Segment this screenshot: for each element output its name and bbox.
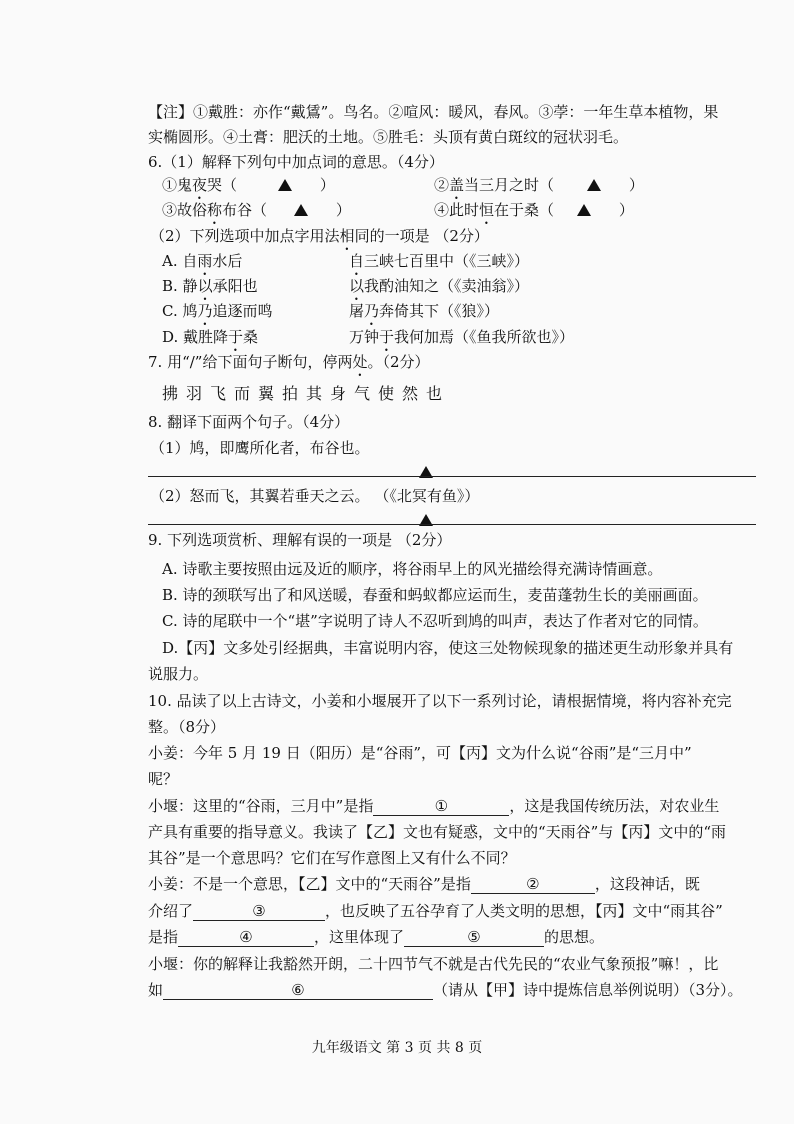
note-line-2: 实椭圆形。④土膏：肥沃的土地。⑤胜毛：头顶有黄白斑纹的冠状羽毛。 xyxy=(148,128,629,146)
answer-line-1[interactable] xyxy=(148,476,756,477)
q10-line-4: 产具有重要的指导意义。我读了【乙】文也有疑惑，文中的“天雨谷”与【丙】文中的“雨 xyxy=(148,823,727,841)
q9-title: 9. 下列选项赏析、理解有误的一项是 （2分） xyxy=(148,531,452,549)
q6-item-3: ③故俗称布谷（ ） xyxy=(162,201,351,219)
page-footer: 九年级语文 第 3 页 共 8 页 xyxy=(311,1040,483,1056)
q6-title: 6.（1）解释下列句中加点词的意思。（4分） xyxy=(148,153,444,171)
blank-6[interactable]: ⑥ xyxy=(163,981,433,1000)
q10-line-2: 呢？ xyxy=(148,770,179,788)
q6-item-1: ①鬼夜哭（ ） xyxy=(162,176,335,194)
q9-option-c: C. 诗的尾联中一个“堪”字说明了诗人不忍听到鸠的叫声，表达了作者对它的同情。 xyxy=(162,612,708,630)
q6-item-4: ④此时恒在于桑（ ） xyxy=(434,201,634,219)
q10-line-6: 小姜：不是一个意思，【乙】文中的“天雨谷”是指 ② ，这段神话，既 xyxy=(148,875,700,893)
q7-sentence: 拂羽飞而翼拍其身气使然也 xyxy=(162,384,451,403)
q10-line-8: 是指 ④ ，这里体现了 ⑤ 的思想。 xyxy=(148,928,605,946)
q10-line-7: 介绍了 ③ ，也反映了五谷孕育了人类文明的思想，【丙】文中“雨其谷” xyxy=(148,902,723,920)
q6-option-c-right: 屠乃奔倚其下（《狼》） xyxy=(349,302,500,320)
q10-line-9: 小堰：你的解释让我豁然开朗，二十四节气不就是古代先民的“农业气象预报”嘛！，比 xyxy=(148,955,719,973)
q6-option-a-left: A. 自雨水后 xyxy=(162,252,243,270)
blank-2[interactable]: ② xyxy=(471,875,595,894)
q8-sentence-2: （2）怒而飞，其翼若垂天之云。 （《北冥有鱼》） xyxy=(150,487,480,505)
q10-line-3: 小堰：这里的“谷雨，三月中”是指 ① ，这是我国传统历法，对农业生 xyxy=(148,797,720,815)
q6-part2-title: （2）下列选项中加点字用法相同的一项是 （2分） xyxy=(150,227,489,245)
note-line-1: 【注】①戴胜：亦作“戴鵀”。鸟名。②喧风：暖风，春风。③荸：一年生草本植物，果 xyxy=(148,103,719,121)
blank-3[interactable]: ③ xyxy=(193,902,325,921)
q9-option-d-line1: D.【丙】文多处引经据典，丰富说明内容，使这三处物候现象的描述更生动形象并具有 xyxy=(162,639,734,657)
answer-line-2[interactable] xyxy=(148,524,756,525)
q10-line-1: 小姜：今年 5 月 19 日（阳历）是“谷雨”，可【丙】文为什么说“谷雨”是“三月中” xyxy=(148,744,692,762)
answer-triangle-icon xyxy=(577,204,591,216)
blank-5[interactable]: ⑤ xyxy=(404,928,544,947)
q10-line-10: 如 ⑥ （请从【甲】诗中提炼信息举例说明）（3分）。 xyxy=(148,981,743,999)
q6-option-a-right: 自三峡七百里中（《三峡》） xyxy=(349,252,530,270)
q6-option-b-right: 以我酌油知之（《卖油翁》） xyxy=(349,277,530,295)
answer-triangle-icon xyxy=(294,204,308,216)
q10-line-5: 其谷”是一个意思吗？它们在写作意图上又有什么不同？ xyxy=(148,849,516,867)
blank-4[interactable]: ④ xyxy=(178,928,314,947)
q6-item-2: ②盖当三月之时（ ） xyxy=(434,176,644,194)
blank-1[interactable]: ① xyxy=(373,797,509,816)
answer-triangle-icon xyxy=(419,509,433,531)
q6-option-d-left: D. 戴胜降于桑 xyxy=(162,328,259,346)
answer-triangle-icon xyxy=(419,461,433,483)
q9-option-d-line2: 说服力。 xyxy=(148,665,209,683)
q10-title-1: 10. 品读了以上古诗文，小姜和小堰展开了以下一系列讨论，请根据情境，将内容补充完 xyxy=(148,692,732,710)
q9-option-b: B. 诗的颈联写出了和风送暖，春蚕和蚂蚁都应运而生，麦苗蓬勃生长的美丽画面。 xyxy=(162,586,708,604)
q8-title: 8. 翻译下面两个句子。（4分） xyxy=(148,413,350,431)
q7-title: 7. 用“/”给下面句子断句，停两处。（2分） xyxy=(148,353,430,371)
answer-triangle-icon xyxy=(587,179,601,191)
q8-sentence-1: （1）鸠，即鹰所化者，布谷也。 xyxy=(150,439,370,457)
q9-option-a: A. 诗歌主要按照由远及近的顺序，将谷雨早上的风光描绘得充满诗情画意。 xyxy=(162,560,663,578)
q6-option-c-left: C. 鸠乃追逐而鸣 xyxy=(162,302,273,320)
q6-option-b-left: B. 静以承阳也 xyxy=(162,277,258,295)
answer-triangle-icon xyxy=(278,179,292,191)
q10-title-2: 整。（8分） xyxy=(148,718,226,736)
q6-option-d-right: 万钟于我何加焉（《鱼我所欲也》） xyxy=(349,328,575,346)
